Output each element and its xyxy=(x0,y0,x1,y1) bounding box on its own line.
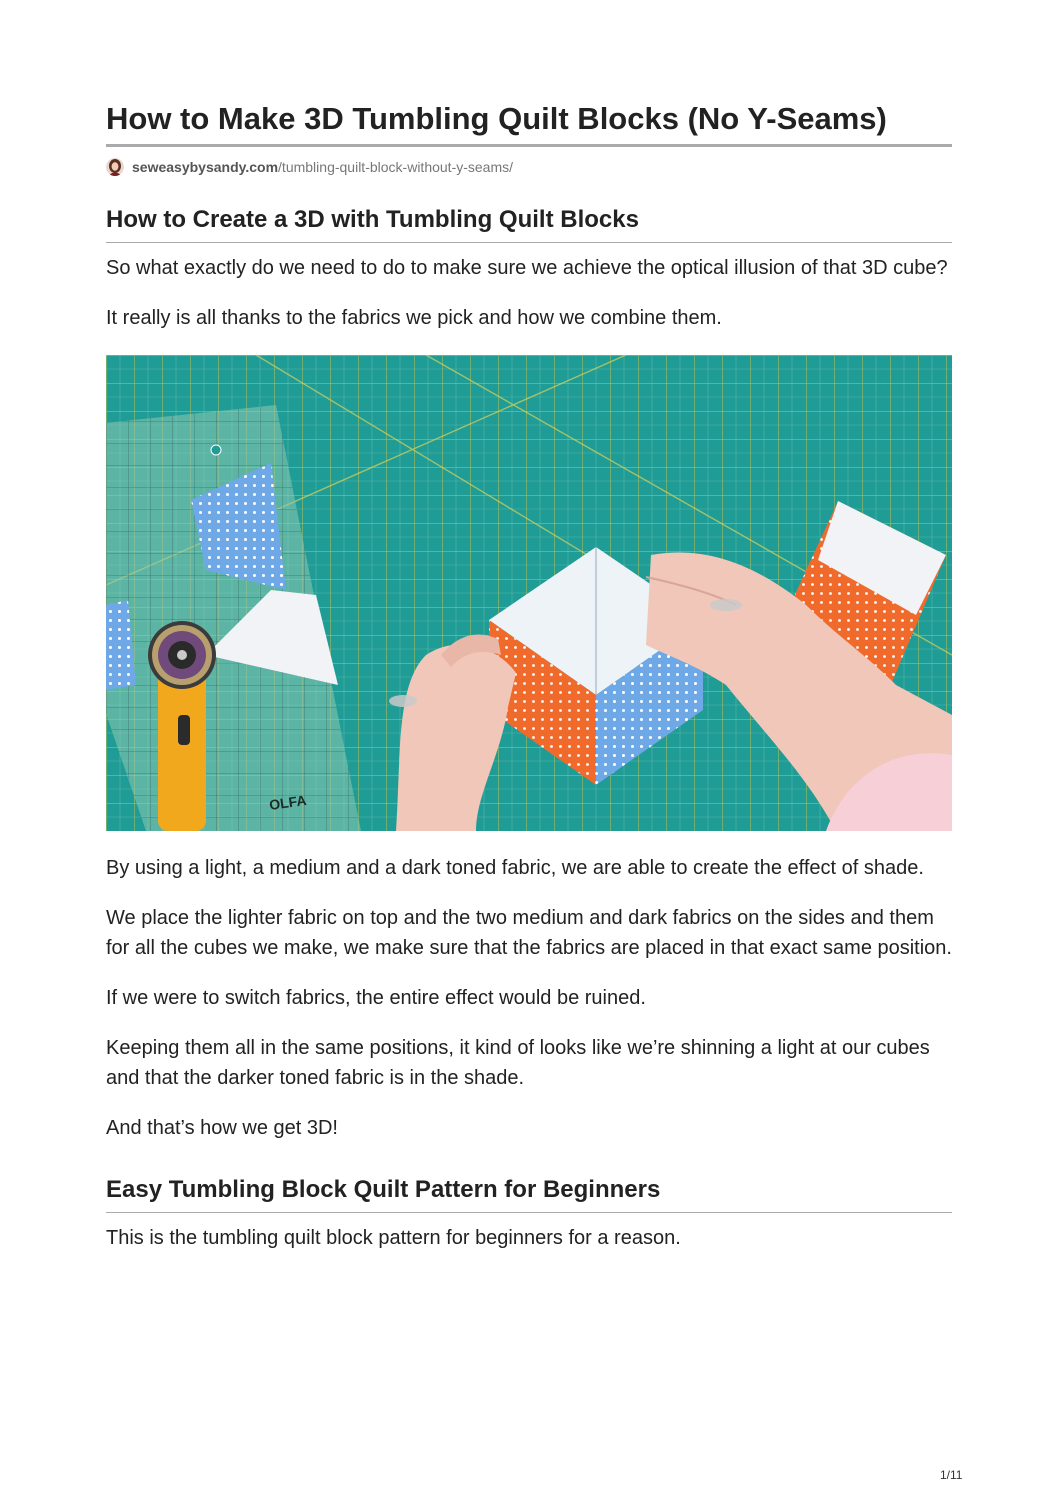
ruler-brand-text: OLFA xyxy=(268,791,308,813)
paragraph: It really is all thanks to the fabrics we pick and how we combine them. xyxy=(106,307,722,329)
section-heading-beginners: Easy Tumbling Block Quilt Pattern for Beginners xyxy=(106,1173,952,1213)
tumbling-block-photo xyxy=(106,355,952,831)
source-domain-link[interactable]: seweasybysandy.com xyxy=(132,159,279,175)
paragraph: We place the lighter fabric on top and the two medium and dark fabrics on the sides and them for all the cubes we make, we make sure that the fabrics are placed in that exact same position. xyxy=(106,907,952,959)
document-page xyxy=(106,96,952,1253)
section-heading-3d: How to Create a 3D with Tumbling Quilt Blocks xyxy=(106,203,952,243)
paragraph: Keeping them all in the same positions, it kind of looks like we’re shinning a light at our cubes and that the darker toned fabric is in the shade. xyxy=(106,1037,930,1089)
paragraph: And that’s how we get 3D! xyxy=(106,1117,338,1139)
document-title: How to Make 3D Tumbling Quilt Blocks (No Y-Seams) xyxy=(106,96,952,147)
source-path-link[interactable]: /tumbling-quilt-block-without-y-seams/ xyxy=(278,159,514,175)
page-number: 1/11 xyxy=(940,1468,963,1482)
paragraph: This is the tumbling quilt block pattern for beginners for a reason. xyxy=(106,1227,681,1249)
author-avatar-icon xyxy=(106,158,124,176)
paragraph: So what exactly do we need to do to make sure we achieve the optical illusion of that 3D cube? xyxy=(106,257,948,279)
paragraph: If we were to switch fabrics, the entire effect would be ruined. xyxy=(106,987,646,1009)
rotary-cutter-icon xyxy=(148,621,216,831)
source-line xyxy=(106,155,952,179)
paragraph: By using a light, a medium and a dark toned fabric, we are able to create the effect of shade. xyxy=(106,857,924,879)
